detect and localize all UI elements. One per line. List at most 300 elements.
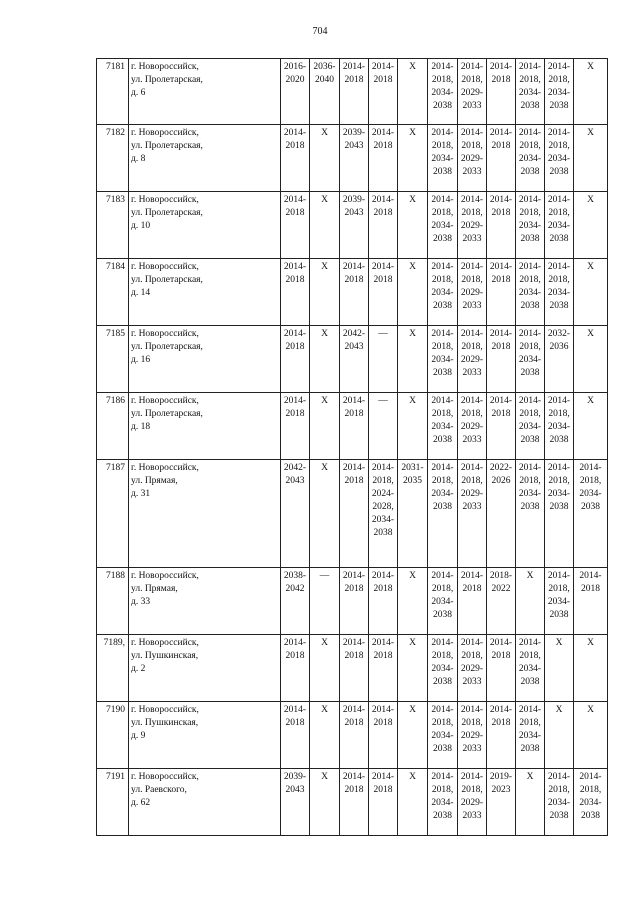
address-line: ул. Прямая, xyxy=(131,476,178,486)
period-cell xyxy=(458,460,487,568)
period-cell xyxy=(369,460,398,568)
period-line: 2014- xyxy=(547,195,571,205)
period-line: 2014- xyxy=(518,262,542,272)
period-cell xyxy=(458,59,487,125)
period-line: 2036- xyxy=(313,62,336,72)
period-line: 2034- xyxy=(518,422,542,432)
row-number: 7189, xyxy=(97,635,129,702)
row-number: 7183 xyxy=(97,192,129,259)
period-line: 2018, xyxy=(548,75,570,85)
address-line: ул. Пролетарская, xyxy=(131,342,203,352)
period-cell xyxy=(281,192,310,259)
period-line: 2038 xyxy=(433,101,452,111)
period-line: 2040 xyxy=(315,75,334,85)
period-line: 2034- xyxy=(518,154,542,164)
period-cell xyxy=(369,192,398,259)
address-line: ул. Пролетарская, xyxy=(131,75,203,85)
address-line: г. Новороссийск, xyxy=(131,262,199,272)
period-line: 2034- xyxy=(431,355,454,365)
period-line: 2038 xyxy=(549,101,569,111)
address-line: ул. Пролетарская, xyxy=(131,275,203,285)
period-line: 2034- xyxy=(518,288,542,298)
period-cell xyxy=(458,259,487,326)
period-line: 2034- xyxy=(518,731,542,741)
period-line: 2018, xyxy=(579,785,602,795)
period-line: 2039- xyxy=(342,128,366,138)
period-line: 2018, xyxy=(461,75,483,85)
period-line: X xyxy=(409,638,416,648)
period-line: 2014- xyxy=(460,329,484,339)
period-line: 2018, xyxy=(431,275,454,285)
period-line: X xyxy=(321,396,328,406)
period-cell xyxy=(369,59,398,125)
address-line: ул. Пушкинская, xyxy=(131,651,199,661)
period-cell xyxy=(310,568,340,635)
period-line: 2033 xyxy=(462,811,482,821)
period-line: 2014- xyxy=(431,128,454,138)
address-cell xyxy=(129,460,281,568)
period-line: 2034- xyxy=(518,355,542,365)
period-cell xyxy=(574,460,608,568)
period-line: 2014- xyxy=(547,262,571,272)
address-line: ул. Пушкинская, xyxy=(131,718,199,728)
period-cell xyxy=(428,326,458,393)
address-cell xyxy=(129,192,281,259)
period-line: 2014- xyxy=(431,571,454,581)
period-line: X xyxy=(321,638,328,648)
period-line: 2014- xyxy=(431,329,454,339)
period-line: 2033 xyxy=(462,677,482,687)
period-cell xyxy=(428,259,458,326)
period-line: 2029- xyxy=(460,731,484,741)
period-line: 2018 xyxy=(491,342,511,352)
row-number: 7190 xyxy=(97,702,129,769)
period-line: 2029- xyxy=(460,664,484,674)
address-cell xyxy=(129,125,281,192)
period-line: 2014- xyxy=(579,571,602,581)
row-number: 7185 xyxy=(97,326,129,393)
period-line: 2014- xyxy=(547,396,571,406)
period-cell xyxy=(458,125,487,192)
period-line: 2038 xyxy=(520,502,540,512)
address-line: г. Новороссийск, xyxy=(131,329,199,339)
period-cell xyxy=(487,326,516,393)
period-line: 2018 xyxy=(285,342,305,352)
period-cell xyxy=(398,769,428,836)
period-line: X xyxy=(526,571,534,581)
period-line: 2033 xyxy=(462,167,482,177)
period-line: 2032- xyxy=(547,329,571,339)
period-line: 2014- xyxy=(518,705,542,715)
period-line: 2018, xyxy=(461,476,483,486)
period-line: 2014- xyxy=(283,195,307,205)
period-line: 2014- xyxy=(342,571,366,581)
period-cell xyxy=(310,460,340,568)
period-cell xyxy=(516,326,545,393)
period-line: 2033 xyxy=(462,502,482,512)
period-line: X xyxy=(587,62,594,72)
period-line: 2038 xyxy=(520,435,540,445)
period-line: 2014- xyxy=(460,396,484,406)
address-line: г. Новороссийск, xyxy=(131,463,199,473)
period-line: 2018, xyxy=(431,342,454,352)
period-line: 2014- xyxy=(342,396,366,406)
period-line: 2018, xyxy=(548,785,570,795)
period-cell xyxy=(545,393,574,460)
period-cell xyxy=(369,125,398,192)
period-line: 2038 xyxy=(549,811,569,821)
period-cell xyxy=(458,326,487,393)
period-cell xyxy=(487,125,516,192)
period-line: 2014- xyxy=(431,62,454,72)
period-cell xyxy=(487,769,516,836)
address-line: ул. Пролетарская, xyxy=(131,409,203,419)
period-line: 2038 xyxy=(433,435,452,445)
period-line: 2018 xyxy=(491,651,511,661)
period-line: 2018 xyxy=(344,651,364,661)
period-cell xyxy=(458,635,487,702)
address-cell xyxy=(129,769,281,836)
period-cell xyxy=(545,59,574,125)
address-line: д. 14 xyxy=(131,288,151,298)
period-line: 2018 xyxy=(491,208,511,218)
period-cell xyxy=(369,635,398,702)
period-line: 2014- xyxy=(547,463,571,473)
address-line: ул. Пролетарская, xyxy=(131,141,203,151)
period-cell xyxy=(398,635,428,702)
period-line: 2034- xyxy=(431,422,454,432)
period-cell xyxy=(458,192,487,259)
period-line: 2018 xyxy=(373,718,393,728)
period-cell xyxy=(487,192,516,259)
table-row xyxy=(97,635,608,702)
address-line: ул. Прямая, xyxy=(131,584,178,594)
period-line: 2018, xyxy=(579,476,602,486)
period-line: 2034- xyxy=(371,515,395,525)
period-line: 2018 xyxy=(491,409,511,419)
period-cell xyxy=(281,460,310,568)
period-line: 2042- xyxy=(283,463,307,473)
period-cell xyxy=(369,326,398,393)
period-line: 2034- xyxy=(518,88,542,98)
address-line: д. 6 xyxy=(131,88,146,98)
period-line: 2034- xyxy=(518,221,542,231)
period-cell xyxy=(428,769,458,836)
period-cell xyxy=(281,393,310,460)
period-line: 2018, xyxy=(431,141,454,151)
period-line: 2014- xyxy=(518,329,542,339)
period-cell xyxy=(487,635,516,702)
period-line: 2014- xyxy=(489,638,513,648)
period-line: 2038- xyxy=(283,571,307,581)
address-line: д. 2 xyxy=(131,664,146,674)
period-cell xyxy=(310,393,340,460)
period-line: 2014- xyxy=(518,396,542,406)
period-line: 2042 xyxy=(285,584,305,594)
period-line: 2029- xyxy=(460,154,484,164)
period-cell xyxy=(281,59,310,125)
period-line: 2014- xyxy=(342,262,366,272)
period-line: 2022 xyxy=(491,584,511,594)
period-cell xyxy=(428,59,458,125)
period-line: 2014- xyxy=(283,329,307,339)
period-line: 2033 xyxy=(462,435,482,445)
period-line: 2014- xyxy=(283,396,307,406)
period-line: X xyxy=(321,705,328,715)
period-cell xyxy=(340,460,369,568)
period-line: 2014- xyxy=(431,772,454,782)
period-line: 2018, xyxy=(431,785,454,795)
period-line: 2014- xyxy=(371,571,395,581)
period-line: 2018 xyxy=(373,584,393,594)
period-line: 2038 xyxy=(433,502,452,512)
period-line: 2018, xyxy=(548,275,570,285)
period-line: 2014- xyxy=(342,705,366,715)
period-line: 2038 xyxy=(581,811,600,821)
period-cell xyxy=(516,259,545,326)
period-line: 2018, xyxy=(519,718,541,728)
period-line: 2038 xyxy=(520,167,540,177)
period-line: 2014- xyxy=(518,638,542,648)
address-line: д. 10 xyxy=(131,221,151,231)
period-cell xyxy=(340,635,369,702)
period-cell xyxy=(574,769,608,836)
period-line: 2038 xyxy=(433,610,452,620)
period-line: X xyxy=(409,195,416,205)
period-line: X xyxy=(409,396,416,406)
period-line: 2034- xyxy=(431,154,454,164)
period-cell xyxy=(340,568,369,635)
period-line: 2014- xyxy=(283,705,307,715)
period-cell xyxy=(369,702,398,769)
period-cell xyxy=(281,635,310,702)
period-cell xyxy=(398,192,428,259)
period-line: 2038 xyxy=(520,368,540,378)
period-line: 2018, xyxy=(431,208,454,218)
period-cell xyxy=(545,259,574,326)
period-line: 2018, xyxy=(519,409,541,419)
period-line: 2018, xyxy=(519,275,541,285)
period-line: 2038 xyxy=(549,234,569,244)
period-line: 2014- xyxy=(283,262,307,272)
period-line: 2014- xyxy=(489,396,513,406)
period-line: 2043 xyxy=(344,342,364,352)
table-row xyxy=(97,125,608,192)
period-line: 2034- xyxy=(431,489,454,499)
table-row xyxy=(97,259,608,326)
period-cell xyxy=(428,568,458,635)
period-cell xyxy=(369,259,398,326)
period-line: 2014- xyxy=(579,772,602,782)
period-line: 2026 xyxy=(491,476,511,486)
period-cell xyxy=(369,393,398,460)
period-line: 2018, xyxy=(461,141,483,151)
period-line: 2018, xyxy=(461,718,483,728)
period-line: 2014- xyxy=(431,463,454,473)
period-cell xyxy=(428,393,458,460)
period-line: 2014- xyxy=(489,128,513,138)
period-line: 2014- xyxy=(460,705,484,715)
period-line: 2034- xyxy=(518,664,542,674)
period-cell xyxy=(487,568,516,635)
period-line: 2014- xyxy=(431,396,454,406)
period-line: 2014- xyxy=(371,262,395,272)
period-cell xyxy=(428,192,458,259)
period-line: X xyxy=(321,772,328,782)
period-line: X xyxy=(587,396,594,406)
period-line: 2014- xyxy=(460,571,484,581)
address-line: г. Новороссийск, xyxy=(131,705,199,715)
period-line: 2039- xyxy=(342,195,366,205)
period-line: 2029- xyxy=(460,798,484,808)
period-line: 2038 xyxy=(433,301,452,311)
period-line: 2035 xyxy=(403,476,422,486)
period-line: 2018, xyxy=(431,75,454,85)
period-line: 2018 xyxy=(285,651,305,661)
period-cell xyxy=(516,125,545,192)
period-line: 2014- xyxy=(460,463,484,473)
period-line: 2018 xyxy=(285,208,305,218)
period-line: 2018, xyxy=(461,275,483,285)
period-cell xyxy=(545,460,574,568)
period-line: 2034- xyxy=(431,664,454,674)
period-line: 2014- xyxy=(489,62,513,72)
table-row xyxy=(97,460,608,568)
period-cell xyxy=(310,702,340,769)
period-cell xyxy=(340,702,369,769)
period-line: 2018 xyxy=(491,718,511,728)
address-cell xyxy=(129,393,281,460)
period-line: 2014- xyxy=(518,62,542,72)
period-line: 2014- xyxy=(431,705,454,715)
period-line: 2038 xyxy=(520,744,540,754)
period-line: 2018 xyxy=(373,651,393,661)
period-line: 2038 xyxy=(549,610,569,620)
period-line: 2028, xyxy=(372,502,394,512)
period-line: 2014- xyxy=(371,128,395,138)
table-row xyxy=(97,702,608,769)
period-cell xyxy=(310,192,340,259)
period-line: 2014- xyxy=(460,195,484,205)
period-line: 2034- xyxy=(547,154,571,164)
period-line: 2018, xyxy=(519,208,541,218)
row-number: 7186 xyxy=(97,393,129,460)
period-line: 2014- xyxy=(460,62,484,72)
period-line: X xyxy=(409,128,416,138)
period-cell xyxy=(574,635,608,702)
period-line: 2034- xyxy=(431,288,454,298)
period-cell xyxy=(458,702,487,769)
period-line: 2038 xyxy=(581,502,600,512)
period-line: 2018, xyxy=(548,141,570,151)
period-line: 2014- xyxy=(489,262,513,272)
period-line: 2018 xyxy=(373,75,393,85)
period-cell xyxy=(458,769,487,836)
period-line: 2034- xyxy=(431,798,454,808)
period-line: 2038 xyxy=(433,744,452,754)
period-cell xyxy=(574,568,608,635)
period-line: — xyxy=(378,396,388,406)
table-row xyxy=(97,59,608,125)
period-line: 2018 xyxy=(344,476,364,486)
period-line: 2018- xyxy=(489,571,513,581)
period-line: 2018 xyxy=(491,275,511,285)
period-cell xyxy=(281,259,310,326)
address-line: г. Новороссийск, xyxy=(131,396,199,406)
period-line: 2014- xyxy=(371,638,395,648)
period-cell xyxy=(516,59,545,125)
period-cell xyxy=(428,635,458,702)
period-line: 2022- xyxy=(489,463,513,473)
period-cell xyxy=(574,125,608,192)
period-line: 2014- xyxy=(431,195,454,205)
period-cell xyxy=(310,125,340,192)
period-line: 2014- xyxy=(518,463,542,473)
period-cell xyxy=(428,125,458,192)
period-line: 2014- xyxy=(460,262,484,272)
period-line: 2038 xyxy=(520,101,540,111)
period-cell xyxy=(340,259,369,326)
period-line: 2018, xyxy=(431,584,454,594)
period-line: 2014- xyxy=(460,128,484,138)
address-cell xyxy=(129,702,281,769)
table-row xyxy=(97,769,608,836)
period-line: X xyxy=(526,772,534,782)
period-cell xyxy=(281,326,310,393)
period-cell xyxy=(340,769,369,836)
period-line: 2018 xyxy=(373,785,393,795)
period-line: 2014- xyxy=(460,772,484,782)
row-number: 7184 xyxy=(97,259,129,326)
period-line: 2014- xyxy=(547,772,571,782)
period-cell xyxy=(281,769,310,836)
period-line: 2034- xyxy=(547,798,571,808)
address-cell xyxy=(129,326,281,393)
period-line: 2038 xyxy=(373,528,393,538)
period-line: X xyxy=(587,638,594,648)
period-line: 2018, xyxy=(461,208,483,218)
period-line: 2014- xyxy=(518,195,542,205)
period-line: 2038 xyxy=(549,502,569,512)
period-line: 2034- xyxy=(431,731,454,741)
period-line: 2034- xyxy=(518,489,542,499)
table-row xyxy=(97,192,608,259)
period-cell xyxy=(340,326,369,393)
period-line: 2034- xyxy=(547,88,571,98)
period-line: 2014- xyxy=(283,128,307,138)
period-line: 2018, xyxy=(372,476,394,486)
period-line: 2018, xyxy=(548,584,570,594)
period-line: 2014- xyxy=(460,638,484,648)
period-cell xyxy=(340,59,369,125)
period-line: 2033 xyxy=(462,101,482,111)
period-line: 2018 xyxy=(462,584,482,594)
period-line: X xyxy=(555,638,563,648)
period-cell xyxy=(545,125,574,192)
period-line: X xyxy=(409,62,416,72)
period-cell xyxy=(516,568,545,635)
period-cell xyxy=(487,259,516,326)
address-line: г. Новороссийск, xyxy=(131,195,199,205)
period-cell xyxy=(340,192,369,259)
address-cell xyxy=(129,59,281,125)
period-line: 2018, xyxy=(431,718,454,728)
period-line: X xyxy=(321,329,328,339)
period-line: 2014- xyxy=(371,62,395,72)
period-line: 2018, xyxy=(519,75,541,85)
period-line: 2018, xyxy=(431,651,454,661)
repair-schedule-table xyxy=(96,58,608,836)
